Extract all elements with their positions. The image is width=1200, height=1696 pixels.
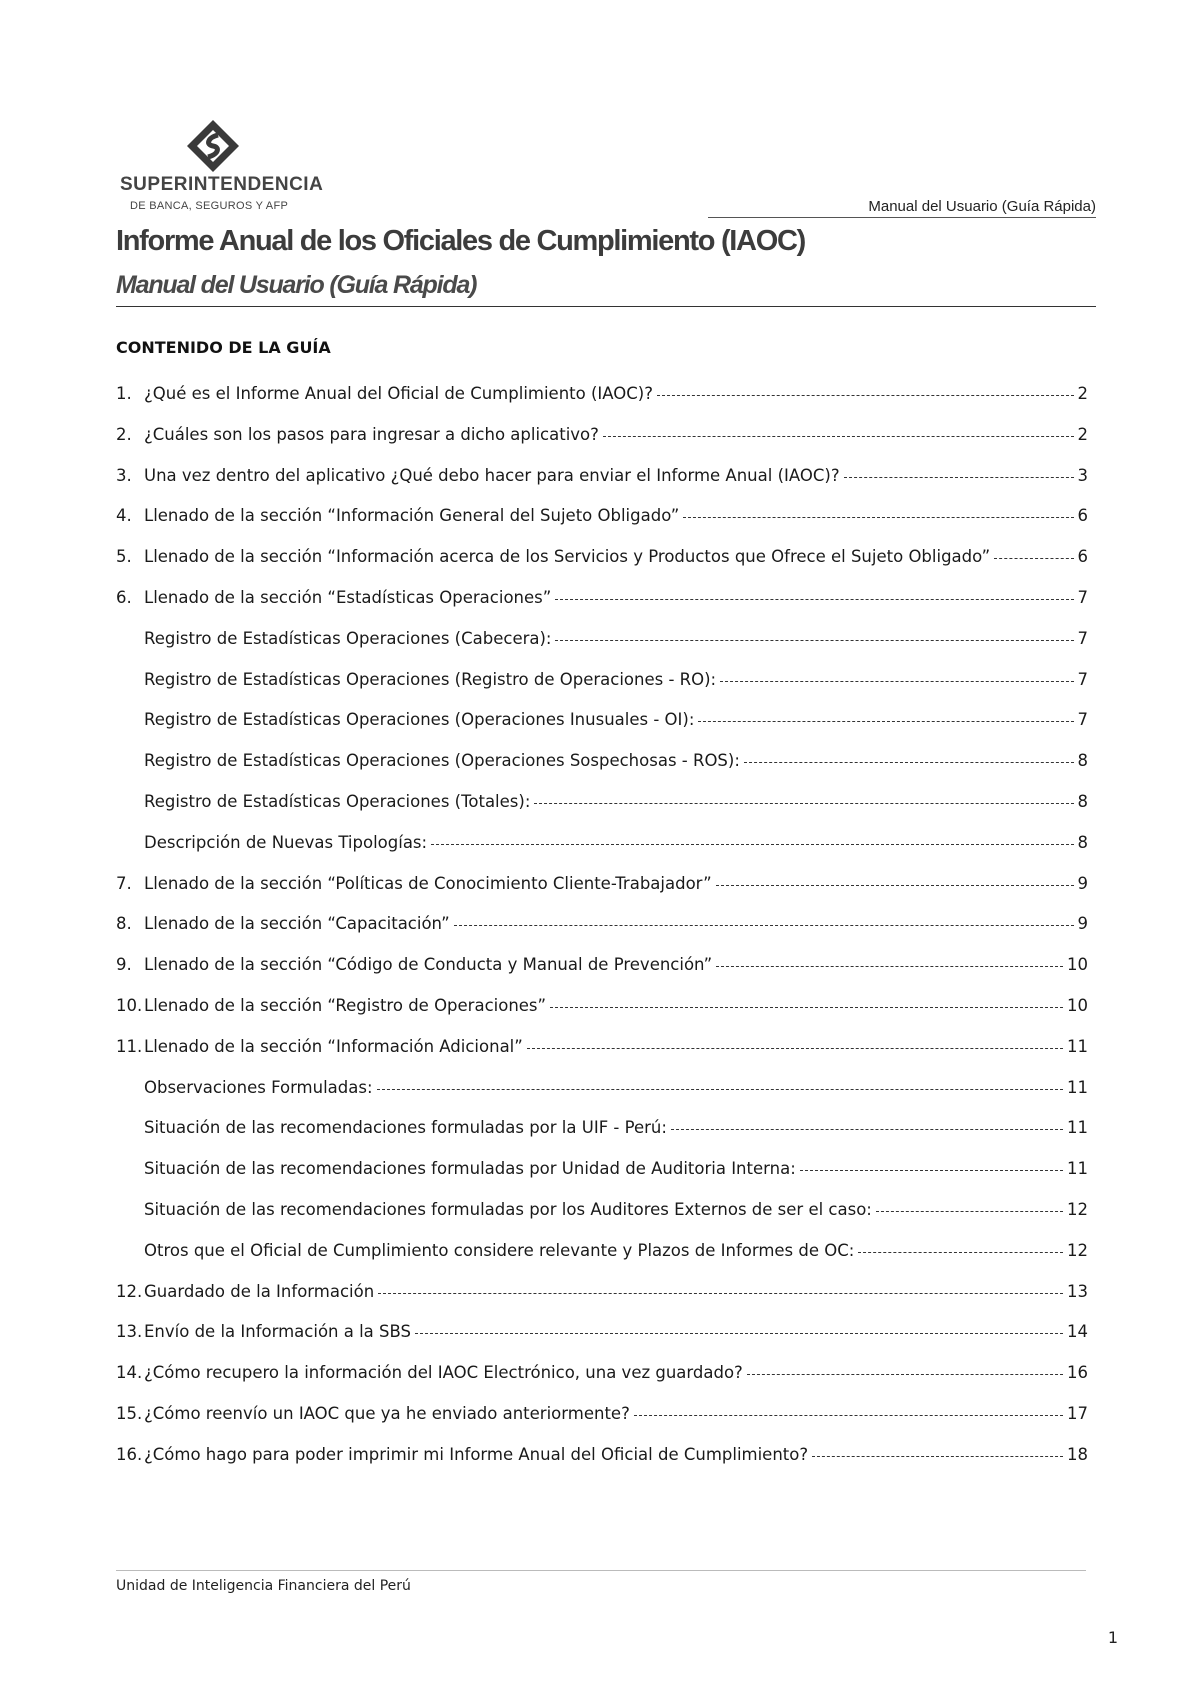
toc-entry[interactable]: [116, 1445, 1088, 1486]
toc-heading: CONTENIDO DE LA GUÍA: [116, 338, 331, 357]
toc-entry-page: 8: [1077, 791, 1088, 811]
toc-entry-number: 16.: [116, 1444, 143, 1464]
toc-entry[interactable]: [116, 588, 1088, 629]
toc-entry-page: 8: [1077, 832, 1088, 852]
toc-entry-label: Registro de Estadísticas Operaciones (Totales):: [144, 791, 531, 811]
toc-entry-page: 12: [1067, 1240, 1088, 1260]
toc-entry-page: 7: [1077, 710, 1088, 730]
sbs-logo: [120, 118, 324, 220]
toc-entry-page: 9: [1077, 873, 1088, 893]
toc-entry-number: 10.: [116, 995, 143, 1015]
toc-entry-number: 12.: [116, 1281, 143, 1301]
toc-entry-label: Registro de Estadísticas Operaciones (Cabecera):: [144, 628, 552, 648]
toc-leader: [454, 925, 1074, 926]
toc-entry[interactable]: [116, 996, 1088, 1037]
toc-entry-page: 11: [1067, 1159, 1088, 1179]
toc-entry[interactable]: [116, 670, 1088, 711]
document-title: Informe Anual de los Oficiales de Cumplimiento (IAOC): [116, 225, 805, 257]
toc-entry-number: 9.: [116, 955, 132, 975]
toc-entry-number: 7.: [116, 873, 132, 893]
toc-entry-page: 11: [1067, 1077, 1088, 1097]
toc-entry[interactable]: [116, 710, 1088, 751]
toc-entry[interactable]: [116, 384, 1088, 425]
toc-entry[interactable]: [116, 629, 1088, 670]
toc-entry[interactable]: [116, 955, 1088, 996]
toc-entry[interactable]: [116, 1200, 1088, 1241]
toc-entry-page: 7: [1077, 587, 1088, 607]
toc-entry-number: 5.: [116, 547, 132, 567]
toc-entry-label: Registro de Estadísticas Operaciones (Operaciones Sospechosas - ROS):: [144, 751, 740, 771]
toc-entry-page: 14: [1067, 1322, 1088, 1342]
toc-leader: [720, 681, 1073, 682]
toc-leader: [683, 517, 1073, 518]
toc-entry-label: ¿Qué es el Informe Anual del Oficial de Cumplimiento (IAOC)?: [144, 384, 653, 403]
toc-entry-page: 3: [1077, 465, 1088, 485]
toc-entry[interactable]: [116, 1404, 1088, 1445]
toc-leader: [527, 1048, 1063, 1049]
toc-entry-number: 1.: [116, 384, 132, 403]
toc-leader: [858, 1252, 1063, 1253]
toc-entry-number: 15.: [116, 1403, 143, 1423]
toc-entry-label: Observaciones Formuladas:: [144, 1077, 373, 1097]
toc-entry[interactable]: [116, 1363, 1088, 1404]
footer-text: Unidad de Inteligencia Financiera del Perú: [116, 1578, 411, 1594]
toc-entry-label: Otros que el Oficial de Cumplimiento considere relevante y Plazos de Informes de OC:: [144, 1240, 855, 1260]
toc-entry[interactable]: [116, 547, 1088, 588]
toc-entry-label: Situación de las recomendaciones formuladas por Unidad de Auditoria Interna:: [144, 1159, 796, 1179]
toc-entry-label: Llenado de la sección “Información General del Sujeto Obligado”: [144, 506, 680, 526]
toc-entry[interactable]: [116, 1118, 1088, 1159]
toc-entry[interactable]: [116, 751, 1088, 792]
toc-entry-label: Situación de las recomendaciones formuladas por los Auditores Externos de ser el caso:: [144, 1199, 872, 1219]
toc-entry-label: ¿Cuáles son los pasos para ingresar a dicho aplicativo?: [144, 424, 599, 444]
toc-entry-label: Llenado de la sección “Información Adicional”: [144, 1036, 523, 1056]
toc-entry[interactable]: [116, 1282, 1088, 1323]
toc-entry-page: 9: [1077, 914, 1088, 934]
toc-entry-number: 4.: [116, 506, 132, 526]
toc-entry-label: Llenado de la sección “Estadísticas Operaciones”: [144, 587, 552, 607]
toc-entry-number: 2.: [116, 424, 132, 444]
toc-leader: [698, 721, 1073, 722]
toc-entry[interactable]: [116, 914, 1088, 955]
toc-leader: [634, 1415, 1063, 1416]
toc-entry[interactable]: [116, 466, 1088, 507]
toc-leader: [744, 762, 1074, 763]
toc-entry-page: 10: [1067, 995, 1088, 1015]
toc-entry[interactable]: [116, 425, 1088, 466]
toc-entry[interactable]: [116, 1078, 1088, 1119]
toc-entry-page: 6: [1077, 506, 1088, 526]
toc-entry-label: Llenado de la sección “Capacitación”: [144, 914, 450, 934]
logo-name: SUPERINTENDENCIA: [120, 174, 324, 195]
sbs-diamond-icon: [185, 118, 241, 174]
toc-entry-label: ¿Cómo hago para poder imprimir mi Informe Anual del Oficial de Cumplimiento?: [144, 1444, 809, 1464]
toc-entry[interactable]: [116, 1322, 1088, 1363]
title-divider: [116, 306, 1096, 307]
toc-leader: [603, 436, 1074, 437]
toc-entry-label: Llenado de la sección “Información acerca de los Servicios y Productos que Ofrece el Sujeto Obligado”: [144, 547, 991, 567]
toc-leader: [555, 640, 1073, 641]
toc-entry-number: 6.: [116, 587, 132, 607]
toc-entry-label: Guardado de la Información: [144, 1281, 375, 1301]
toc-entry-label: ¿Cómo reenvío un IAOC que ya he enviado anteriormente?: [144, 1403, 630, 1423]
header-note: Manual del Usuario (Guía Rápida): [868, 198, 1096, 215]
toc-leader: [671, 1129, 1063, 1130]
toc-entry-number: 3.: [116, 465, 132, 485]
toc-leader: [550, 1007, 1063, 1008]
toc-leader: [747, 1374, 1063, 1375]
toc-entry[interactable]: [116, 1037, 1088, 1078]
toc-entry-page: 18: [1067, 1444, 1088, 1464]
toc-leader: [415, 1333, 1063, 1334]
toc-entry-label: Llenado de la sección “Políticas de Conocimiento Cliente-Trabajador”: [144, 873, 712, 893]
toc-entry-label: Llenado de la sección “Registro de Operaciones”: [144, 995, 547, 1015]
toc-entry-page: 16: [1067, 1363, 1088, 1383]
toc-entry-page: 8: [1077, 751, 1088, 771]
toc-entry-page: 11: [1067, 1036, 1088, 1056]
toc-leader: [800, 1170, 1063, 1171]
toc-leader: [431, 844, 1073, 845]
toc-leader: [812, 1456, 1063, 1457]
toc-entry-label: Situación de las recomendaciones formuladas por la UIF - Perú:: [144, 1118, 667, 1138]
toc-entry[interactable]: [116, 1159, 1088, 1200]
toc-entry-label: Descripción de Nuevas Tipologías:: [144, 832, 428, 852]
toc-entry-number: 11.: [116, 1036, 143, 1056]
toc-entry-page: 13: [1067, 1281, 1088, 1301]
toc-leader: [534, 803, 1073, 804]
toc-entry-label: Registro de Estadísticas Operaciones (Operaciones Inusuales - OI):: [144, 710, 695, 730]
toc-entry[interactable]: [116, 792, 1088, 833]
toc-leader: [716, 966, 1063, 967]
toc-entry-page: 7: [1077, 669, 1088, 689]
table-of-contents: [116, 384, 1088, 1486]
toc-entry-number: 14.: [116, 1363, 143, 1383]
toc-leader: [716, 885, 1074, 886]
toc-entry-page: 2: [1077, 424, 1088, 444]
toc-entry-page: 11: [1067, 1118, 1088, 1138]
toc-entry-number: 8.: [116, 914, 132, 934]
toc-entry-label: Una vez dentro del aplicativo ¿Qué debo hacer para enviar el Informe Anual (IAOC)?: [144, 465, 840, 485]
toc-leader: [876, 1211, 1063, 1212]
footer-divider: [116, 1570, 1086, 1571]
document-subtitle: Manual del Usuario (Guía Rápida): [116, 271, 477, 299]
toc-entry-label: Registro de Estadísticas Operaciones (Registro de Operaciones - RO):: [144, 669, 717, 689]
toc-leader: [378, 1293, 1063, 1294]
toc-entry-label: Llenado de la sección “Código de Conducta y Manual de Prevención”: [144, 955, 713, 975]
toc-leader: [994, 558, 1073, 559]
toc-entry-page: 7: [1077, 628, 1088, 648]
toc-entry-page: 6: [1077, 547, 1088, 567]
toc-leader: [555, 599, 1073, 600]
toc-entry-label: Envío de la Información a la SBS: [144, 1322, 412, 1342]
toc-entry-page: 10: [1067, 955, 1088, 975]
toc-leader: [844, 477, 1074, 478]
toc-leader: [657, 395, 1074, 396]
logo-subtitle: DE BANCA, SEGUROS Y AFP: [130, 200, 289, 212]
toc-leader: [377, 1089, 1063, 1090]
toc-entry[interactable]: [116, 506, 1088, 547]
page-number: 1: [1107, 1628, 1118, 1647]
toc-entry-page: 2: [1077, 384, 1088, 403]
toc-entry-page: 17: [1067, 1403, 1088, 1423]
toc-entry[interactable]: [116, 1241, 1088, 1282]
toc-entry-page: 12: [1067, 1199, 1088, 1219]
toc-entry[interactable]: [116, 833, 1088, 874]
toc-entry[interactable]: [116, 874, 1088, 915]
header-divider: [708, 217, 1096, 218]
toc-entry-label: ¿Cómo recupero la información del IAOC Electrónico, una vez guardado?: [144, 1363, 743, 1383]
toc-entry-number: 13.: [116, 1322, 143, 1342]
